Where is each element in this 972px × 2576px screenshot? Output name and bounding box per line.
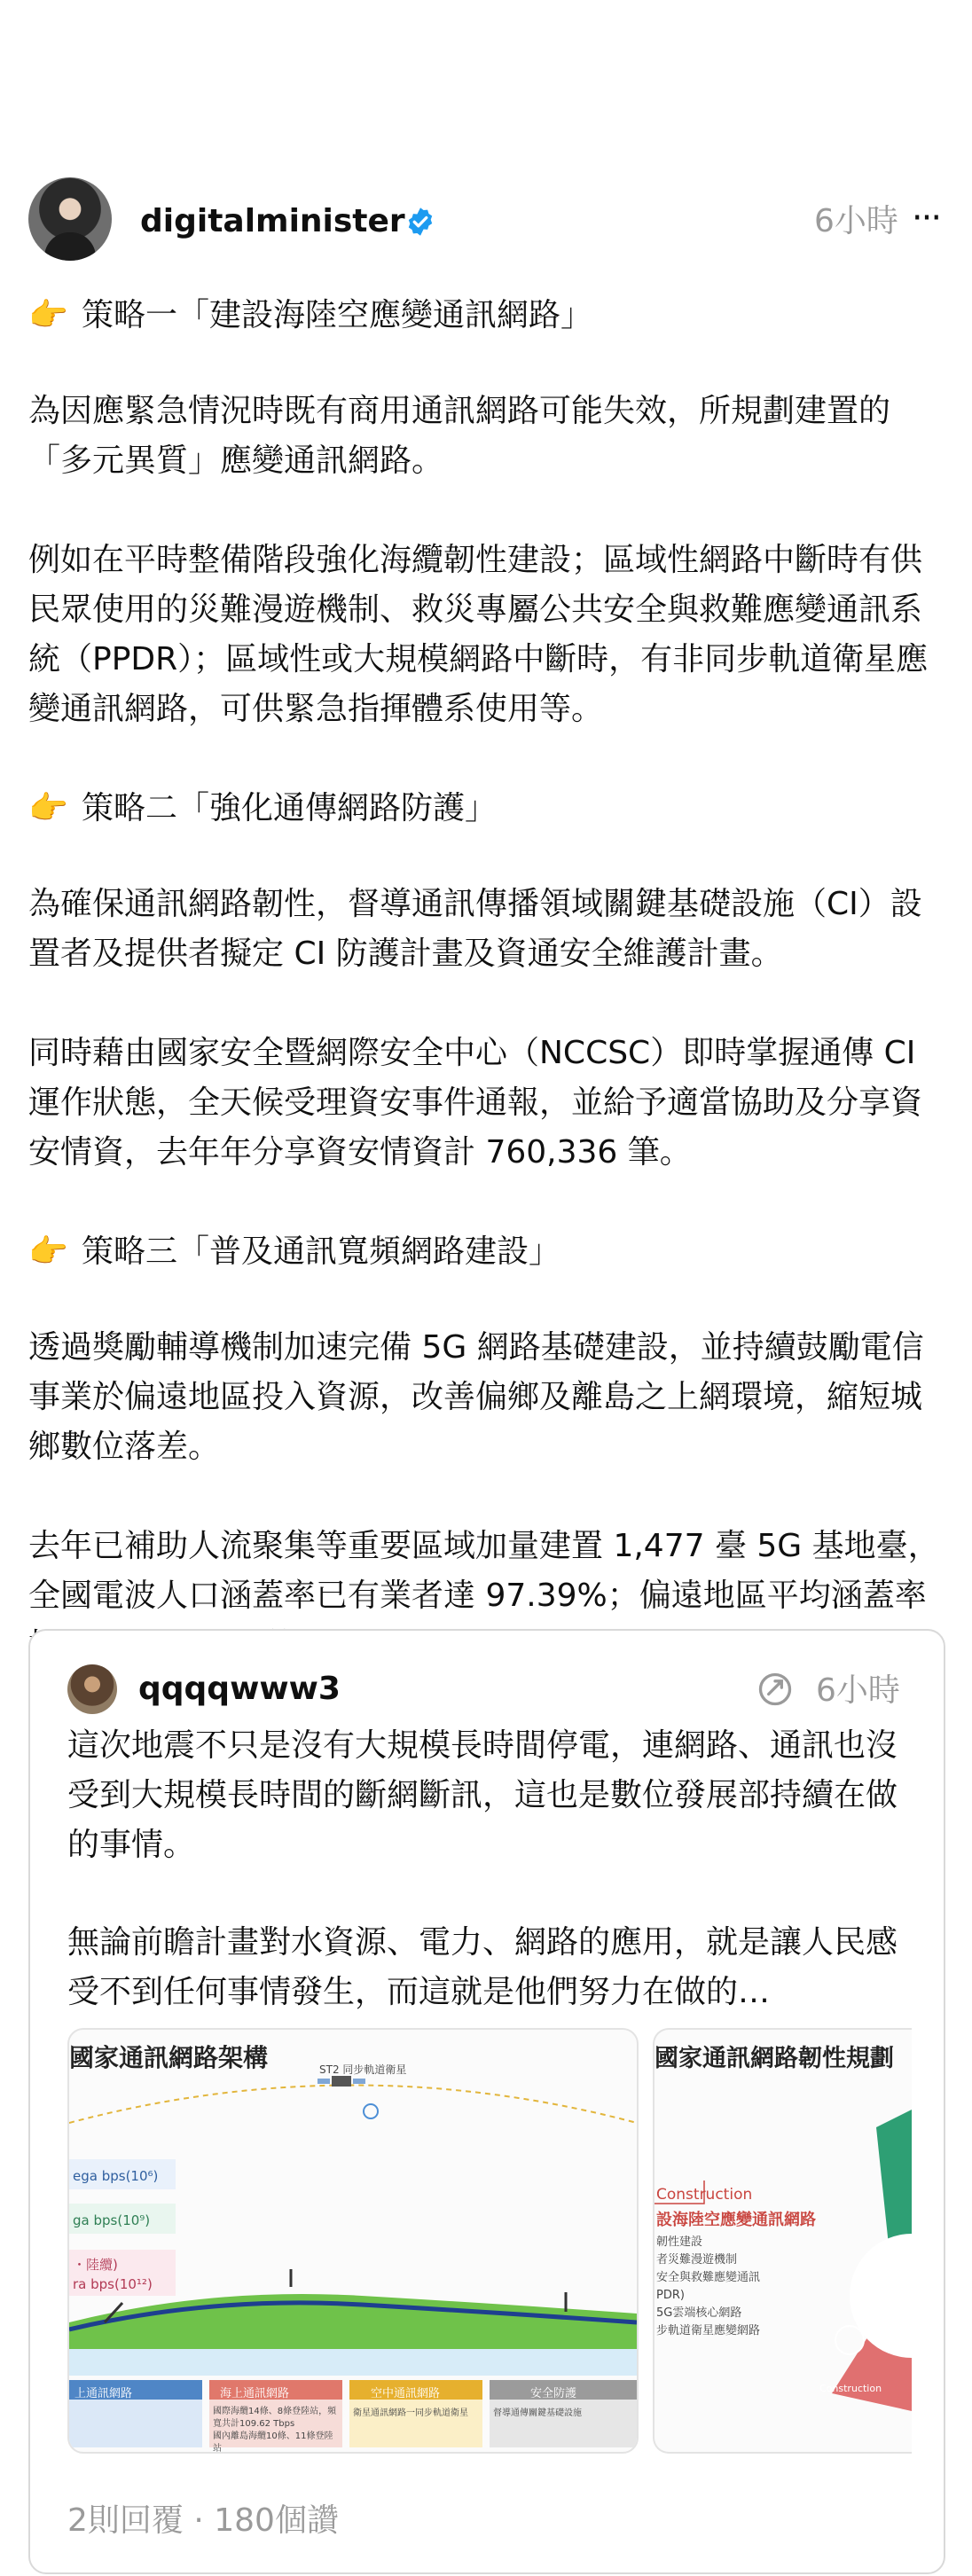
bandwidth-label: ega bps(10⁶)	[73, 2168, 159, 2184]
strategy-heading	[28, 784, 947, 834]
image-bullet: 5G雲端核心網路	[656, 2306, 742, 2320]
quoted-post-stats[interactable]: 2則回覆 · 180個讚	[67, 2502, 339, 2539]
column-header: 上通訊網路	[74, 2387, 133, 2400]
column-header: 海上通訊網路	[220, 2387, 290, 2400]
post-paragraph-text: 同時藉由國家安全暨網際安全中心（NCCSC）即時掌握通傳 CI 運作狀態，全天候受理資安事件通報，並給予適當協助及分享資安情資，去年年分享資安情資計 760,336 筆。	[28, 1035, 923, 1171]
strategy-heading-text: 策略三「普及通訊寬頻網路建設」	[82, 1233, 561, 1270]
post-paragraph-text: 為確保通訊網路韌性，督導通訊傳播領域關鍵基礎設施（CI）設置者及提供者擬定 CI 防護計畫及資通安全維護計畫。	[28, 886, 922, 972]
image-bullet: PDR)	[656, 2289, 685, 2302]
column-text: 國內離島海纜10條、11條登陸站	[213, 2431, 333, 2454]
quoted-paragraph: 無論前瞻計畫對水資源、電力、網路的應用，就是讓人民感受不到任何事情發生，而這就是他們努力在做的…	[67, 1924, 898, 2010]
bandwidth-label: ra bps(10¹²)	[73, 2276, 153, 2292]
image-title: 國家通訊網路架構	[69, 2043, 269, 2072]
pointing-hand-icon: 👉	[28, 297, 68, 333]
author-avatar[interactable]	[28, 177, 112, 261]
quoted-post-body	[67, 1721, 919, 2065]
bandwidth-label: ga bps(10⁹)	[73, 2212, 151, 2228]
quoted-post-time: 6小時	[816, 1672, 900, 1709]
post-body	[28, 291, 947, 1720]
post-paragraph-text: 透過獎勵輔導機制加速完備 5G 網路基礎建設，並持續鼓勵電信事業於偏遠地區投入資源，改善偏鄉及離島之上網環境，縮短城鄉數位落差。	[28, 1329, 924, 1465]
repost-icon	[756, 1670, 795, 1709]
post-header	[28, 177, 944, 266]
verified-badge-icon	[404, 206, 436, 238]
post-paragraph	[28, 387, 947, 486]
quoted-author-avatar[interactable]	[67, 1664, 117, 1714]
post-paragraph	[28, 880, 947, 979]
attached-image-network-architecture[interactable]	[67, 2028, 639, 2454]
image-subtitle: 設海陸空應變通訊網路	[656, 2211, 816, 2229]
more-options-icon[interactable]: ···	[911, 198, 941, 239]
satellite-label: ST2 同步軌道衛星	[319, 2063, 407, 2076]
column-header: 安全防護	[530, 2387, 577, 2400]
image-bullet: 韌性建設	[656, 2235, 703, 2249]
column-text: 國際海纜14條、8條登陸站，頻寬共計109.62 Tbps	[213, 2407, 337, 2429]
image-bullet: 安全與救難應變通訊	[656, 2271, 761, 2284]
post-paragraph	[28, 1323, 947, 1472]
strategy-heading	[28, 1227, 947, 1277]
image-title: 國家通訊網路韌性規劃	[655, 2045, 894, 2072]
image-bullet-list	[656, 2234, 760, 2340]
construction-badge: Construction	[819, 2383, 882, 2394]
bandwidth-label: ・陸纜)	[73, 2257, 118, 2273]
column-text: 督導通傳關鍵基礎設施	[493, 2408, 582, 2418]
post-paragraph	[28, 536, 947, 734]
strategy-heading	[28, 291, 947, 341]
pointing-hand-icon: 👉	[28, 1233, 68, 1270]
post-paragraph-text: 為因應緊急情況時既有商用通訊網路可能失效，所規劃建置的「多元異質」應變通訊網路。	[28, 393, 891, 479]
post-paragraph-text: 例如在平時整備階段強化海纜韌性建設；區域性網路中斷時有供民眾使用的災難漫遊機制、救災專屬公共安全與救難應變通訊系統（PPDR）；區域性或大規模網路中斷時，有非同步軌道衛星應變通訊網路，可供緊急指揮體系使用等。	[28, 542, 929, 727]
image-bullet: 者災難漫遊機制	[656, 2253, 738, 2267]
strategy-heading-text: 策略一「建設海陸空應變通訊網路」	[82, 297, 593, 333]
image-bullet: 步軌道衛星應變網路	[656, 2324, 761, 2337]
quoted-author-username[interactable]: qqqqwww3	[138, 1671, 341, 1707]
pointing-hand-icon: 👉	[28, 790, 68, 826]
author-username[interactable]: digitalminister	[140, 203, 405, 239]
column-text: 衛星通訊網路一同步軌道衛星	[353, 2408, 468, 2418]
post-time: 6小時	[814, 203, 898, 239]
post-paragraph-text: 去年已補助人流聚集等重要區域加量建置 1,477 臺 5G 基地臺，全國電波人口涵蓋率已有業者達 97.39%；偏遠地區平均涵蓋率	[28, 1528, 940, 1614]
quoted-post[interactable]	[28, 1629, 945, 2574]
column-header: 空中通訊網路	[371, 2387, 441, 2400]
attached-image-resilience-plan[interactable]	[653, 2028, 912, 2454]
quoted-paragraph: 這次地震不只是沒有大規模長時間停電，連網路、通訊也沒受到大規模長時間的斷網斷訊，這也是數位發展部持續在做的事情。	[67, 1727, 898, 1863]
construction-label: Construction	[656, 2186, 753, 2204]
post-paragraph	[28, 1029, 947, 1178]
strategy-heading-text: 策略二「強化通傳網路防護」	[82, 790, 498, 826]
